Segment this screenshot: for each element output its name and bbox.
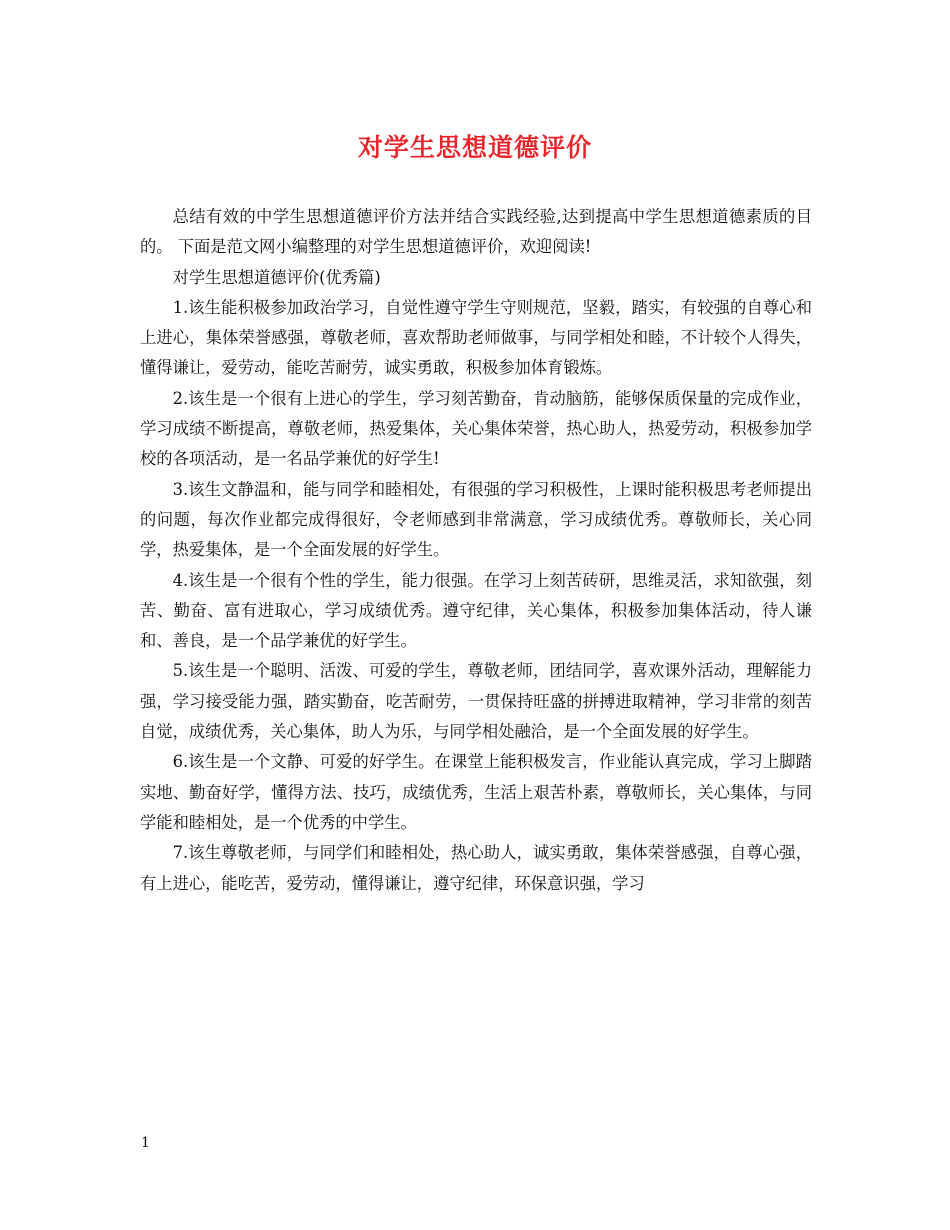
intro-paragraph: 总结有效的中学生思想道德评价方法并结合实践经验,达到提高中学生思想道德素质的目的。 下面是范文网小编整理的对学生思想道德评价，欢迎阅读!	[140, 207, 812, 257]
evaluation-item-4: 4.该生是一个很有个性的学生，能力很强。在学习上刻苦砖研，思维灵活，求知欲强，刻苦、勤奋、富有进取心，学习成绩优秀。遵守纪律，关心集体，积极参加集体活动，待人谦和、善良，是一个品学兼优的好学生。	[140, 570, 812, 651]
document-body	[140, 202, 812, 899]
page-number: 1	[141, 1135, 150, 1151]
evaluation-item-2: 2.该生是一个很有上进心的学生，学习刻苦勤奋，肯动脑筋，能够保质保量的完成作业，学习成绩不断提高，尊敬老师，热爱集体，关心集体荣誉，热心助人，热爱劳动，积极参加学校的各项活动，是一名品学兼优的好学生!	[140, 388, 812, 469]
document-title: 对学生思想道德评价	[357, 133, 592, 162]
section-heading: 对学生思想道德评价(优秀篇)	[172, 267, 381, 287]
evaluation-item-5: 5.该生是一个聪明、活泼、可爱的学生，尊敬老师，团结同学，喜欢课外活动，理解能力强，学习接受能力强，踏实勤奋，吃苦耐劳，一贯保持旺盛的拼搏进取精神，学习非常的刻苦自觉，成绩优秀，关心集体，助人为乐，与同学相处融洽，是一个全面发展的好学生。	[140, 661, 812, 742]
evaluation-item-6: 6.该生是一个文静、可爱的好学生。在课堂上能积极发言，作业能认真完成，学习上脚踏实地、勤奋好学，懂得方法、技巧，成绩优秀，生活上艰苦朴素，尊敬师长，关心集体，与同学能和睦相处，是一个优秀的中学生。	[140, 752, 812, 832]
evaluation-item-3: 3.该生文静温和，能与同学和睦相处，有很强的学习积极性，上课时能积极思考老师提出的问题，每次作业都完成得很好，令老师感到非常满意，学习成绩优秀。尊敬师长，关心同学，热爱集体，是一个全面发展的好学生。	[140, 479, 812, 560]
evaluation-item-7: 7.该生尊敬老师，与同学们和睦相处，热心助人，诚实勇敢，集体荣誉感强，自尊心强，有上进心，能吃苦，爱劳动，懂得谦让，遵守纪律，环保意识强，学习	[140, 843, 812, 893]
evaluation-item-1: 1.该生能积极参加政治学习，自觉性遵守学生守则规范，坚毅，踏实，有较强的自尊心和上进心，集体荣誉感强，尊敬老师，喜欢帮助老师做事，与同学相处和睦，不计较个人得失，懂得谦让，爱劳动，能吃苦耐劳，诚实勇敢，积极参加体育锻炼。	[140, 297, 812, 378]
